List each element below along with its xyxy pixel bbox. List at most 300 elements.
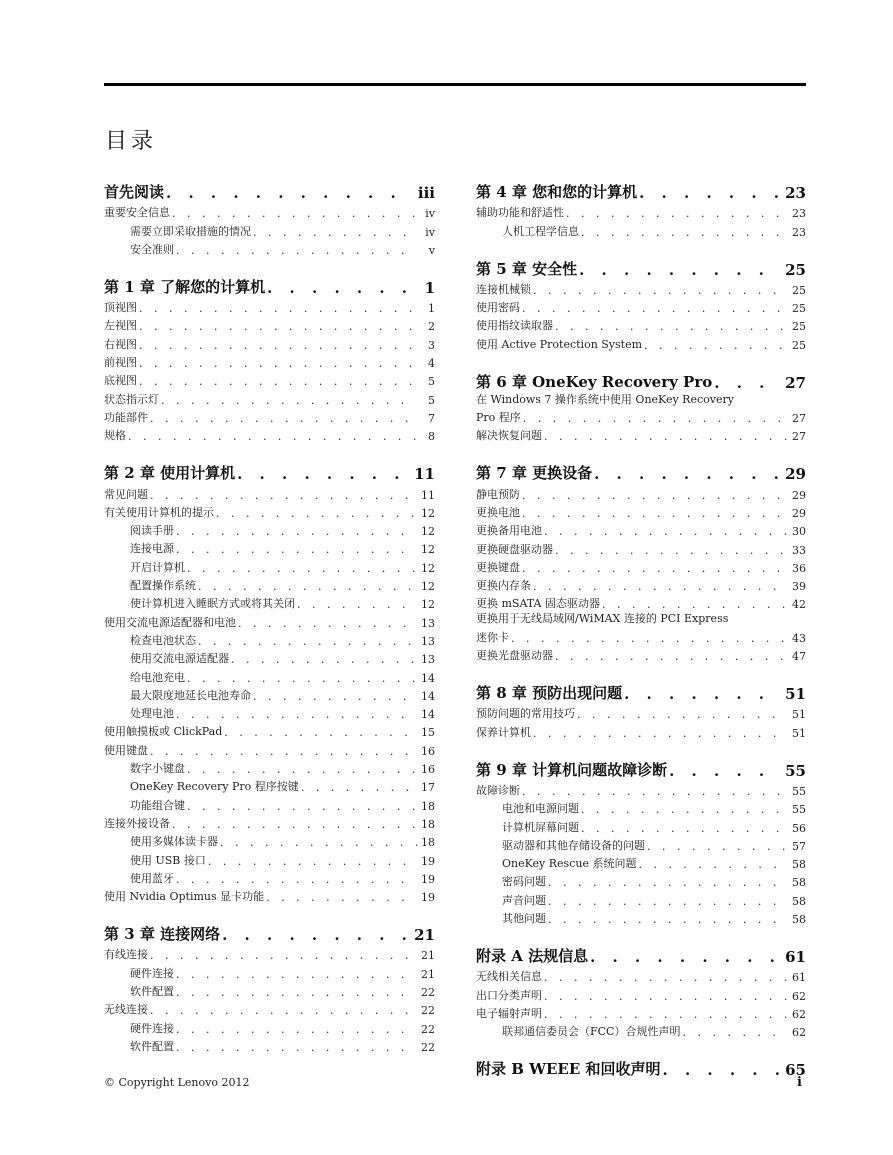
- toc-entry-page: 21: [421, 949, 435, 963]
- toc-chapter-title: 第 5 章 安全性: [476, 259, 578, 278]
- toc-entry-page: 12: [421, 561, 435, 575]
- toc-entry[interactable]: [104, 483, 435, 501]
- toc-dot-leader: [590, 948, 781, 966]
- toc-chapter-title: 附录 A 法规信息: [476, 947, 589, 966]
- toc-chapter: [476, 366, 806, 444]
- toc-dot-leader: [602, 598, 788, 611]
- toc-subentry[interactable]: [104, 630, 435, 648]
- toc-entry-page: 12: [421, 525, 435, 539]
- toc-chapter: [476, 940, 806, 1039]
- toc-entry-title: 更换硬盘驱动器: [476, 542, 553, 556]
- toc-entry-title: 使用指纹读取器: [476, 319, 553, 333]
- toc-dot-leader: [566, 207, 788, 220]
- toc-subentry[interactable]: [476, 798, 806, 816]
- toc-entry-title: 前视图: [104, 356, 137, 370]
- toc-entry[interactable]: [104, 502, 435, 520]
- toc-chapter: [476, 1053, 806, 1079]
- toc-chapter-page: 21: [414, 926, 435, 945]
- toc-entry-page: 57: [792, 839, 806, 853]
- toc-dot-leader: [176, 525, 417, 538]
- toc-dot-leader: [176, 708, 417, 721]
- toc-dot-leader: [128, 430, 417, 443]
- toc-chapter-heading[interactable]: [476, 1053, 806, 1079]
- toc-dot-leader: [172, 207, 417, 220]
- toc-entry-page: 21: [421, 967, 435, 981]
- toc-chapter-title: 附录 B WEEE 和回收声明: [476, 1060, 661, 1079]
- toc-dot-leader: [581, 822, 788, 835]
- toc-entry-title: 左视图: [104, 319, 137, 333]
- toc-entry-page: v: [428, 243, 435, 257]
- toc-dot-leader: [208, 855, 417, 868]
- toc-dot-leader: [523, 412, 788, 425]
- toc-subentry[interactable]: [476, 908, 806, 926]
- toc-chapter-heading[interactable]: [476, 176, 806, 202]
- toc-entry[interactable]: [476, 984, 806, 1002]
- toc-entry-title: 连接电源: [130, 542, 174, 556]
- toc-entry-page: 14: [421, 671, 435, 685]
- toc-entry-title: 顶视图: [104, 301, 137, 315]
- toc-subentry[interactable]: [476, 853, 806, 871]
- toc-dot-leader: [187, 672, 417, 685]
- toc-entry[interactable]: [476, 520, 806, 538]
- toc-entry-page: 8: [428, 430, 435, 444]
- toc-subentry[interactable]: [476, 220, 806, 238]
- toc-entry-title: OneKey Rescue 系统问题: [502, 857, 637, 871]
- toc-entry-page: 17: [421, 781, 435, 795]
- toc-chapter-page: 65: [785, 1061, 806, 1080]
- toc-entry-title: 其他问题: [502, 912, 546, 926]
- toc-subentry[interactable]: [476, 816, 806, 834]
- toc-chapter-title: 第 6 章 OneKey Recovery Pro: [476, 372, 713, 391]
- toc-entry-page: 18: [421, 836, 435, 850]
- toc-chapter-heading[interactable]: [476, 253, 806, 279]
- toc-chapter-heading[interactable]: [476, 366, 806, 392]
- toc-entry[interactable]: [476, 538, 806, 556]
- toc-entry-title: 给电池充电: [130, 670, 185, 684]
- toc-dot-leader: [555, 320, 788, 333]
- toc-entry-page: 30: [792, 525, 806, 539]
- toc-entry-title: 阅读手册: [130, 524, 174, 538]
- toc-entry[interactable]: [104, 297, 435, 315]
- toc-dot-leader: [301, 781, 417, 794]
- toc-entry-title: 密码问题: [502, 875, 546, 889]
- toc-right-column: [476, 176, 806, 1093]
- toc-entry-title: 软件配置: [130, 984, 174, 998]
- toc-subentry[interactable]: [104, 758, 435, 776]
- toc-entry[interactable]: [476, 557, 806, 575]
- toc-entry-page: 19: [421, 891, 435, 905]
- toc-dot-leader: [548, 895, 788, 908]
- toc-subentry[interactable]: [104, 593, 435, 611]
- toc-entry-title: 右视图: [104, 337, 137, 351]
- toc-entry-title: 连接机械锁: [476, 282, 531, 296]
- toc-chapter-page: 55: [785, 761, 806, 780]
- toc-entry[interactable]: [476, 425, 806, 443]
- toc-dot-leader: [644, 339, 788, 352]
- toc-dot-leader: [548, 913, 788, 926]
- toc-entry-title: 数字小键盘: [130, 762, 185, 776]
- toc-entry-title: 故障诊断: [476, 783, 520, 797]
- toc-entry[interactable]: [104, 370, 435, 388]
- toc-entry-title: 使用蓝牙: [130, 871, 174, 885]
- toc-dot-leader: [176, 244, 417, 257]
- toc-entry[interactable]: [104, 813, 435, 831]
- toc-entry-page: 33: [792, 543, 806, 557]
- toc-dot-leader: [544, 990, 788, 1003]
- toc-entry[interactable]: [476, 333, 806, 351]
- toc-entry-page: 14: [421, 708, 435, 722]
- toc-entry-page: 11: [421, 488, 435, 502]
- toc-entry-title: 预防问题的常用技巧: [476, 707, 575, 721]
- toc-subentry[interactable]: [104, 1017, 435, 1035]
- toc-dot-leader: [139, 302, 417, 315]
- toc-entry-title: 重要安全信息: [104, 206, 170, 220]
- toc-dot-leader: [638, 858, 788, 871]
- toc-dot-leader: [533, 727, 788, 740]
- toc-entry-title: 无线连接: [104, 1003, 148, 1017]
- toc-dot-leader: [663, 1061, 782, 1079]
- toc-dot-leader: [139, 357, 417, 370]
- toc-dot-leader: [714, 374, 781, 392]
- toc-dot-leader: [187, 800, 417, 813]
- toc-dot-leader: [639, 184, 781, 202]
- toc-chapter-page: 1: [424, 278, 435, 297]
- toc-entry[interactable]: [104, 425, 435, 443]
- toc-subentry[interactable]: [104, 575, 435, 593]
- toc-entry-title: 使用密码: [476, 301, 520, 315]
- toc-dot-leader: [187, 763, 417, 776]
- toc-chapter: [476, 457, 806, 663]
- toc-entry[interactable]: [476, 966, 806, 984]
- toc-subentry[interactable]: [104, 239, 435, 257]
- toc-entry-title: OneKey Recovery Pro 程序按键: [130, 780, 299, 794]
- toc-dot-leader: [150, 489, 417, 502]
- toc-dot-leader: [150, 949, 417, 962]
- toc-entry[interactable]: [476, 703, 806, 721]
- toc-dot-leader: [166, 184, 414, 202]
- toc-entry[interactable]: [476, 626, 806, 644]
- toc-dot-leader: [220, 836, 417, 849]
- toc-chapter-page: 27: [785, 373, 806, 392]
- toc-entry-title: 软件配置: [130, 1039, 174, 1053]
- toc-entry-title: 使用交流电源适配器和电池: [104, 615, 236, 629]
- toc-entry[interactable]: [104, 944, 435, 962]
- toc-entry-page: 19: [421, 854, 435, 868]
- toc-subentry[interactable]: [476, 871, 806, 889]
- toc-entry-page: 56: [792, 821, 806, 835]
- toc-entry-title: 更换电池: [476, 505, 520, 519]
- toc-dot-leader: [581, 226, 788, 239]
- toc-entry-page: 29: [792, 506, 806, 520]
- toc-entry-title: 底视图: [104, 374, 137, 388]
- toc-chapter-page: 51: [785, 685, 806, 704]
- toc-entry[interactable]: [476, 202, 806, 220]
- toc-entry-page: 36: [792, 561, 806, 575]
- toc-entry-page: 22: [421, 1040, 435, 1054]
- toc-dot-leader: [231, 653, 417, 666]
- toc-chapter-title: 第 1 章 了解您的计算机: [104, 277, 266, 296]
- toc-entry-page: 29: [792, 488, 806, 502]
- toc-dot-leader: [579, 261, 781, 279]
- toc-chapter-title: 第 2 章 使用计算机: [104, 464, 236, 483]
- toc-entry-page: 51: [792, 726, 806, 740]
- toc-dot-leader: [544, 1008, 788, 1021]
- toc-dot-leader: [238, 617, 417, 630]
- toc-entry-title: 计算机屏幕问题: [502, 820, 579, 834]
- toc-subentry[interactable]: [104, 1036, 435, 1054]
- toc-entry-title: 硬件连接: [130, 966, 174, 980]
- toc-entry-page: 62: [792, 1026, 806, 1040]
- toc-entry-page: 25: [792, 283, 806, 297]
- toc-dot-leader: [594, 465, 781, 483]
- toc-subentry[interactable]: [104, 831, 435, 849]
- toc-chapter-title: 第 4 章 您和您的计算机: [476, 183, 638, 201]
- toc-entry[interactable]: [476, 645, 806, 663]
- toc-entry-page: 12: [421, 580, 435, 594]
- toc-entry-title: 需要立即采取措施的情况: [130, 224, 251, 238]
- toc-entry-title: 更换内存条: [476, 579, 531, 593]
- toc-dot-leader: [222, 926, 410, 944]
- toc-entry-wrapped-line[interactable]: 在 Windows 7 操作系统中使用 OneKey Recovery: [476, 392, 734, 406]
- toc-entry-wrapped-line[interactable]: 更换用于无线局域网/WiMAX 连接的 PCI Express: [476, 612, 729, 626]
- toc-subentry[interactable]: [104, 776, 435, 794]
- toc-entry-title: 声音问题: [502, 893, 546, 907]
- toc-entry[interactable]: [476, 502, 806, 520]
- toc-dot-leader: [176, 543, 417, 556]
- toc-entry[interactable]: [476, 721, 806, 739]
- toc-entry-page: 25: [792, 338, 806, 352]
- toc-subentry[interactable]: [476, 1021, 806, 1039]
- toc-subentry[interactable]: [104, 520, 435, 538]
- toc-entry-page: 62: [792, 1007, 806, 1021]
- toc-entry[interactable]: [104, 611, 435, 629]
- toc-entry-page: 13: [421, 634, 435, 648]
- toc-chapter-heading[interactable]: [476, 457, 806, 483]
- toc-entry-page: 22: [421, 985, 435, 999]
- toc-entry-title: 更换光盘驱动器: [476, 649, 553, 663]
- toc-dot-leader: [682, 1026, 788, 1039]
- toc-subentry[interactable]: [476, 835, 806, 853]
- toc-dot-leader: [669, 762, 781, 780]
- toc-dot-leader: [533, 284, 788, 297]
- toc-dot-leader: [224, 726, 417, 739]
- toc-entry-title: 使用 Nvidia Optimus 显卡功能: [104, 890, 265, 904]
- toc-entry[interactable]: [104, 721, 435, 739]
- toc-chapter: [476, 754, 806, 926]
- toc-left-column: [104, 176, 435, 1068]
- toc-entry-title: 使用多媒体读卡器: [130, 835, 218, 849]
- toc-dot-leader: [253, 690, 417, 703]
- toc-entry-title: 迷你卡: [476, 630, 509, 644]
- toc-entry-page: 5: [428, 375, 435, 389]
- toc-dot-leader: [150, 745, 417, 758]
- toc-entry[interactable]: [104, 999, 435, 1017]
- toc-entry-title: 更换 mSATA 固态驱动器: [476, 597, 600, 611]
- toc-entry-title: 安全准则: [130, 242, 174, 256]
- toc-dot-leader: [624, 685, 781, 703]
- toc-chapter-heading[interactable]: [104, 457, 435, 483]
- toc-subentry[interactable]: [104, 538, 435, 556]
- toc-entry-page: 42: [792, 598, 806, 612]
- toc-chapter-title: 首先阅读: [104, 183, 165, 201]
- toc-chapter-page: 29: [785, 465, 806, 484]
- toc-dot-leader: [139, 339, 417, 352]
- toc-chapter-heading[interactable]: [476, 754, 806, 780]
- toc-entry[interactable]: [476, 297, 806, 315]
- toc-entry-page: 23: [792, 225, 806, 239]
- toc-subentry[interactable]: [104, 220, 435, 238]
- toc-entry-page: 23: [792, 207, 806, 221]
- toc-dot-leader: [161, 394, 417, 407]
- toc-dot-leader: [297, 598, 417, 611]
- toc-entry[interactable]: [104, 202, 435, 220]
- toc-entry-title: 规格: [104, 429, 126, 443]
- toc-dot-leader: [577, 708, 788, 721]
- toc-subentry[interactable]: [104, 556, 435, 574]
- toc-entry[interactable]: [104, 352, 435, 370]
- toc-entry-page: 18: [421, 799, 435, 813]
- toc-entry-page: 15: [421, 726, 435, 740]
- toc-chapter: [476, 176, 806, 239]
- toc-entry-title: 使用 Active Protection System: [476, 337, 643, 351]
- toc-entry-page: 19: [421, 872, 435, 886]
- toc-dot-leader: [150, 412, 417, 425]
- toc-dot-leader: [253, 226, 417, 239]
- toc-entry-title: 开启计算机: [130, 560, 185, 574]
- toc-chapter-title: 第 3 章 连接网络: [104, 925, 221, 944]
- toc-entry-page: 61: [792, 971, 806, 985]
- toc-entry-title: 最大限度地延长电池寿命: [130, 688, 251, 702]
- toc-entry[interactable]: [476, 315, 806, 333]
- toc-entry-title: 功能组合键: [130, 798, 185, 812]
- toc-entry[interactable]: [476, 1003, 806, 1021]
- toc-dot-leader: [198, 635, 417, 648]
- toc-entry[interactable]: [476, 575, 806, 593]
- toc-chapter: [476, 253, 806, 352]
- page-number: i: [797, 1075, 802, 1090]
- toc-entry-page: 25: [792, 320, 806, 334]
- toc-entry-title: 有关使用计算机的提示: [104, 505, 214, 519]
- toc-dot-leader: [555, 650, 788, 663]
- toc-subentry[interactable]: [476, 889, 806, 907]
- toc-entry-title: 状态指示灯: [104, 392, 159, 406]
- toc-dot-leader: [581, 803, 788, 816]
- toc-entry-page: 13: [421, 653, 435, 667]
- toc-entry[interactable]: [104, 739, 435, 757]
- toc-dot-leader: [139, 320, 417, 333]
- toc-subentry[interactable]: [104, 648, 435, 666]
- toc-entry-title: 联邦通信委员会（FCC）合规性声明: [502, 1025, 681, 1039]
- toc-subentry[interactable]: [104, 849, 435, 867]
- toc-entry-page: 58: [792, 894, 806, 908]
- toc-dot-leader: [267, 279, 417, 297]
- toc-entry-page: 47: [792, 650, 806, 664]
- toc-entry-page: 12: [421, 598, 435, 612]
- toc-entry-page: 5: [428, 393, 435, 407]
- toc-chapter-heading[interactable]: [476, 940, 806, 966]
- toc-entry-title: 驱动器和其他存储设备的问题: [502, 838, 645, 852]
- toc-dot-leader: [187, 562, 417, 575]
- toc-subentry[interactable]: [104, 962, 435, 980]
- toc-entry-page: iv: [425, 225, 435, 239]
- toc-entry[interactable]: [476, 407, 806, 425]
- top-rule: [104, 83, 806, 86]
- toc-chapter-page: 61: [785, 948, 806, 967]
- toc-entry-page: 43: [792, 631, 806, 645]
- toc-subentry[interactable]: [104, 868, 435, 886]
- toc-entry-title: 无线相关信息: [476, 970, 542, 984]
- toc-entry[interactable]: [476, 483, 806, 501]
- toc-entry-title: 辅助功能和舒适性: [476, 206, 564, 220]
- toc-dot-leader: [522, 507, 788, 520]
- toc-dot-leader: [176, 873, 417, 886]
- toc-entry-page: iv: [425, 207, 435, 221]
- toc-entry-page: 7: [428, 411, 435, 425]
- toc-entry[interactable]: [476, 593, 806, 611]
- toc-chapter-heading[interactable]: [104, 271, 435, 297]
- toc-entry-page: 55: [792, 803, 806, 817]
- toc-entry-page: 18: [421, 817, 435, 831]
- toc-entry-title: 有线连接: [104, 948, 148, 962]
- toc-subentry[interactable]: [104, 703, 435, 721]
- toc-dot-leader: [198, 580, 417, 593]
- toc-subentry[interactable]: [104, 794, 435, 812]
- toc-entry[interactable]: [476, 780, 806, 798]
- toc-entry-title: 功能部件: [104, 410, 148, 424]
- toc-entry-title: 解决恢复问题: [476, 429, 542, 443]
- toc-entry-title: 使用 USB 接口: [130, 853, 206, 867]
- toc-chapter-heading[interactable]: [476, 677, 806, 703]
- toc-entry[interactable]: [104, 315, 435, 333]
- page-title: 目录: [105, 129, 158, 154]
- toc-subentry[interactable]: [104, 981, 435, 999]
- toc-entry-page: 16: [421, 763, 435, 777]
- toc-chapter-page: 11: [414, 465, 435, 484]
- toc-entry-title: 连接外接设备: [104, 816, 170, 830]
- toc-dot-leader: [647, 840, 788, 853]
- toc-dot-leader: [533, 580, 788, 593]
- toc-entry-page: 12: [421, 506, 435, 520]
- toc-entry[interactable]: [476, 279, 806, 297]
- toc-entry[interactable]: [104, 407, 435, 425]
- toc-entry-page: 3: [428, 338, 435, 352]
- toc-dot-leader: [176, 968, 417, 981]
- toc-subentry[interactable]: [104, 666, 435, 684]
- toc-subentry[interactable]: [104, 685, 435, 703]
- toc-chapter-heading[interactable]: [104, 918, 435, 944]
- toc-entry[interactable]: [104, 886, 435, 904]
- toc-dot-leader: [555, 544, 788, 557]
- toc-chapter: [476, 677, 806, 740]
- toc-entry-title: 检查电池状态: [130, 633, 196, 647]
- toc-entry[interactable]: [104, 388, 435, 406]
- toc-entry-title: 更换键盘: [476, 560, 520, 574]
- toc-chapter-page: 25: [785, 260, 806, 279]
- toc-dot-leader: [176, 1041, 417, 1054]
- toc-entry-page: 39: [792, 580, 806, 594]
- toc-entry-page: 13: [421, 616, 435, 630]
- toc-entry-page: 27: [792, 430, 806, 444]
- toc-dot-leader: [176, 1023, 417, 1036]
- toc-entry-page: 14: [421, 689, 435, 703]
- toc-chapter-heading[interactable]: [104, 176, 435, 202]
- toc-entry-page: 58: [792, 858, 806, 872]
- toc-entry[interactable]: [104, 333, 435, 351]
- toc-entry-title: 电池和电源问题: [502, 802, 579, 816]
- toc-chapter-page: iii: [417, 184, 435, 202]
- toc-entry-title: 电子辐射声明: [476, 1006, 542, 1020]
- toc-chapter-page: 23: [785, 184, 806, 202]
